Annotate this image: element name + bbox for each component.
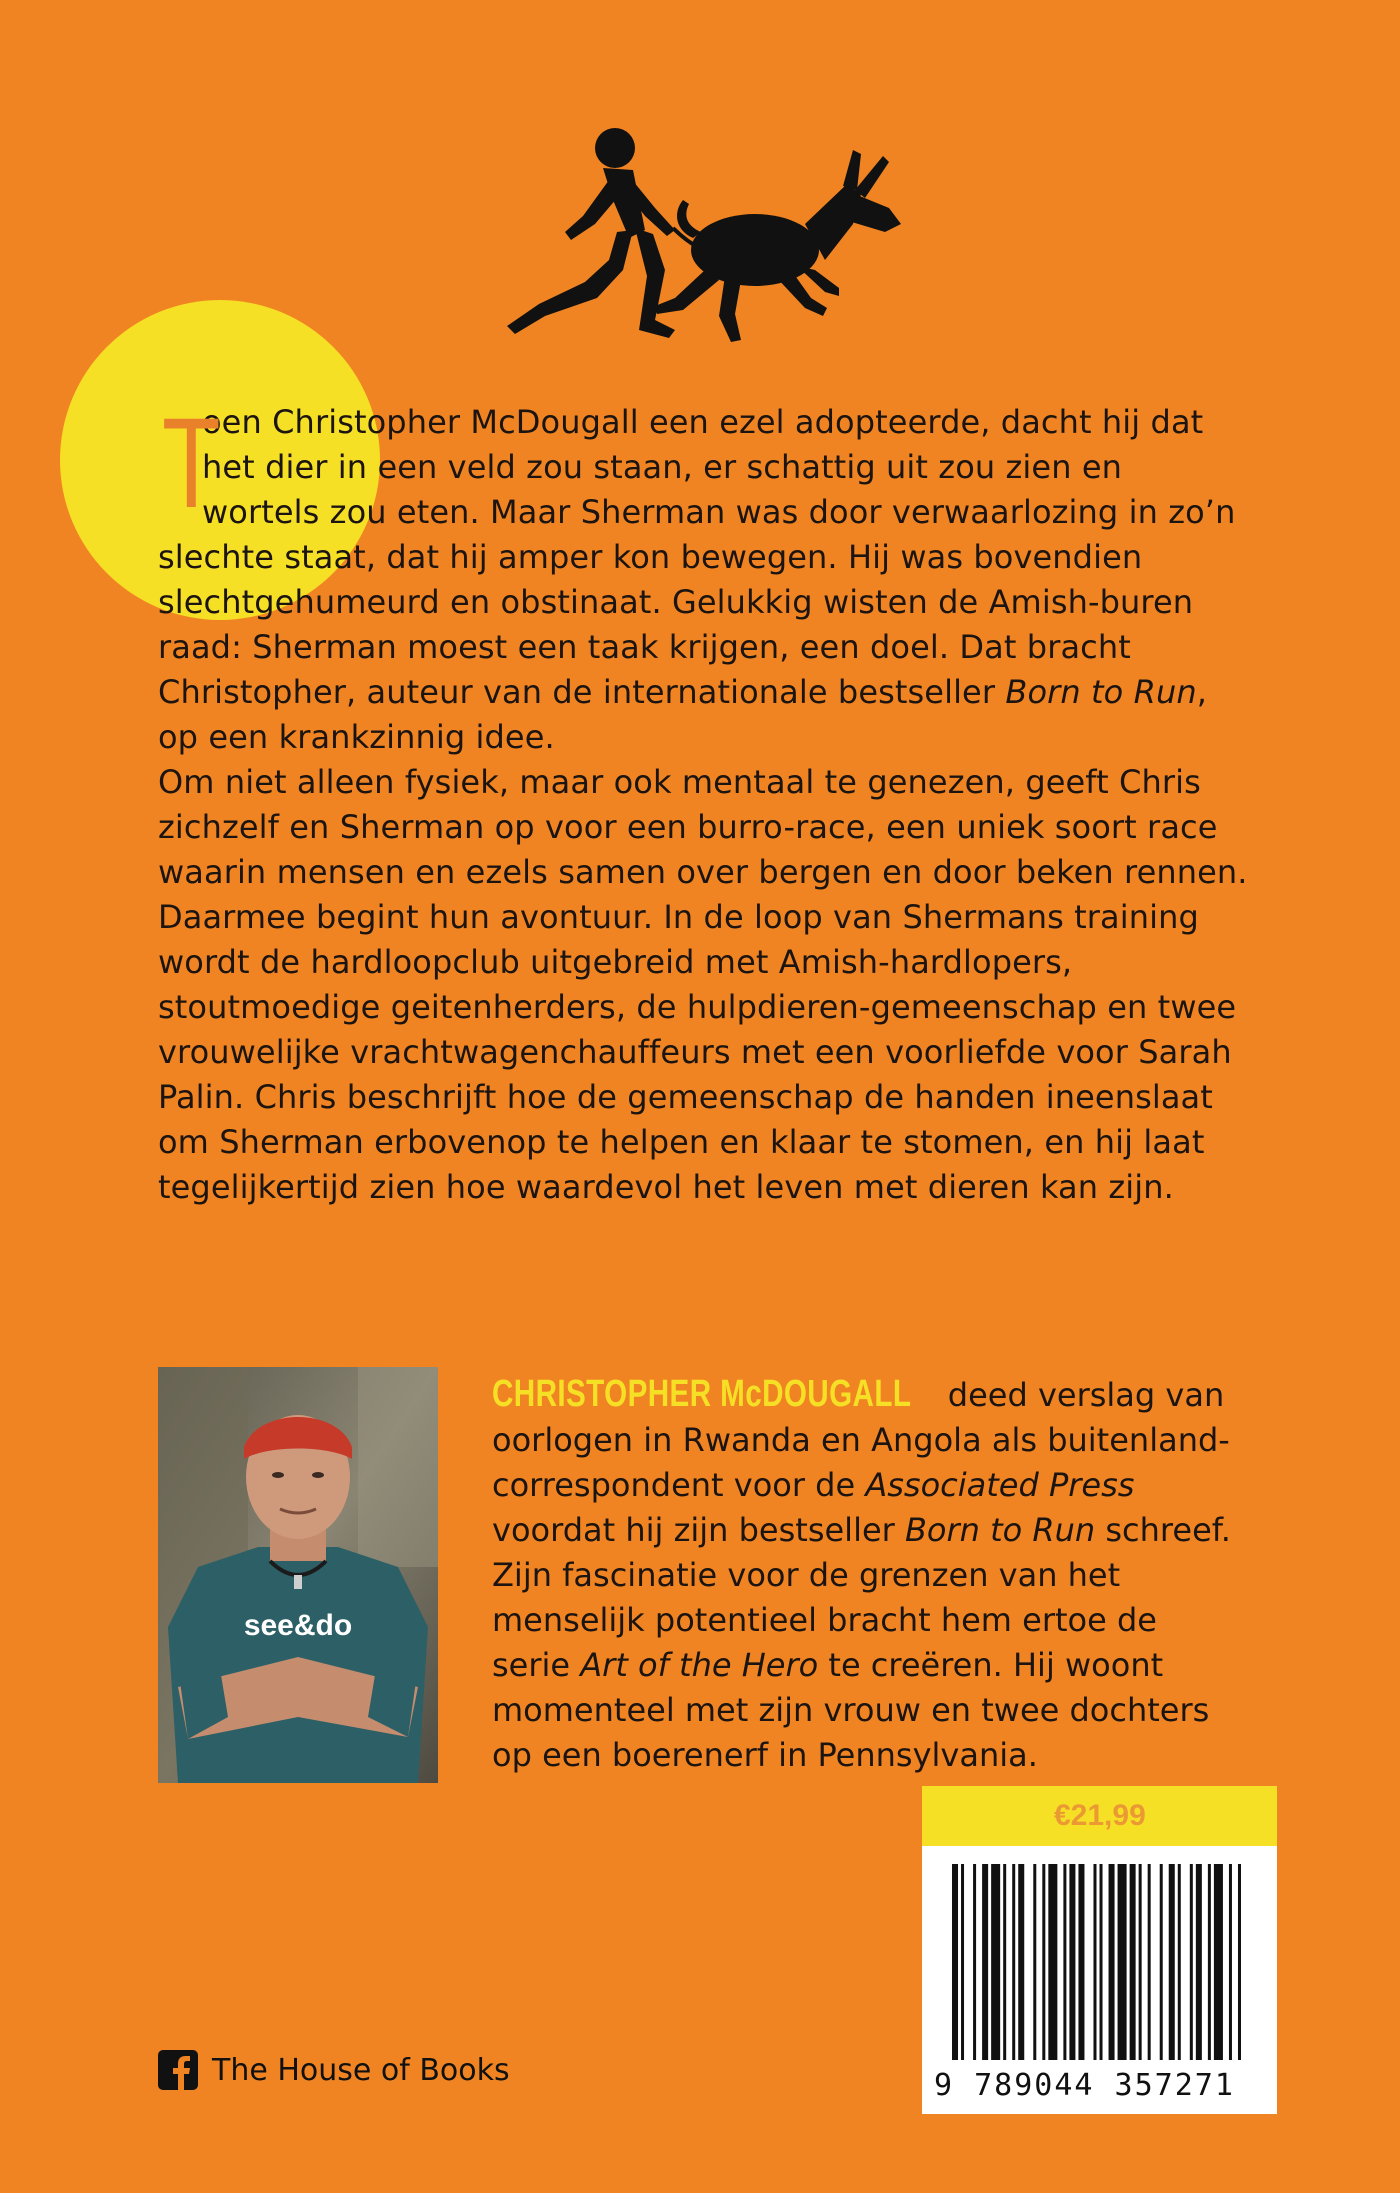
price-text: €21,99 bbox=[1054, 1799, 1146, 1832]
barcode-icon bbox=[952, 1864, 1244, 2060]
blurb-paragraph-1 bbox=[158, 392, 1248, 760]
dropcap-letter: T bbox=[162, 392, 221, 535]
shirt-logo: see&do bbox=[243, 1609, 353, 1642]
bio-text-2: voordat hij zijn bestseller bbox=[492, 1511, 905, 1549]
bio-series-title: Art of the Hero bbox=[580, 1646, 819, 1684]
author-name: CHRISTOPHER McDOUGALL bbox=[492, 1373, 912, 1415]
bio-book-title: Born to Run bbox=[904, 1511, 1096, 1549]
blurb-p1-end: , op een krankzinnig idee. bbox=[158, 673, 1208, 756]
facebook-icon[interactable] bbox=[158, 2050, 198, 2090]
bio-text-4: te creëren. Hij woont momenteel met zijn vrouw en twee dochters op een boerenerf in Pennsylvania. bbox=[492, 1646, 1210, 1774]
author-bio bbox=[492, 1372, 1232, 1778]
bio-associated-press: Associated Press bbox=[865, 1466, 1135, 1504]
blurb-paragraph-2: Om niet alleen fysiek, maar ook mentaal te genezen, geeft Chris zichzelf en Sherman op voor een burro-race, een uniek soort race waarin mensen en ezels samen over bergen en door beken rennen. Daarmee begint hun avontuur. In de loop van Shermans training wordt de hardloopclub uitgebreid met Amish-hardlopers, stoutmoedige geitenherders, de hulpdieren-gemeenschap en twee vrouwelijke vrachtwagenchauffeurs met een voorliefde voor Sarah Palin. Chris beschrijft hoe de gemeenschap de handen ineenslaat om Sherman erbovenop te helpen en klaar te stomen, en hij laat tegelijkertijd zien hoe waardevol het leven met dieren kan zijn. bbox=[158, 763, 1248, 1206]
runner-with-donkey-silhouette-icon bbox=[505, 120, 925, 350]
publisher-line bbox=[158, 2050, 510, 2090]
barcode-box bbox=[922, 1846, 1277, 2114]
bio-text-3: schreef. Zijn fascinatie voor de grenzen van het menselijk potentieel bracht hem ertoe de serie bbox=[492, 1511, 1231, 1684]
blurb-text bbox=[158, 392, 1248, 1210]
isbn-number: 9 789044 357271 bbox=[934, 2068, 1235, 2103]
author-bio-paragraph bbox=[492, 1372, 1232, 1778]
publisher-name: The House of Books bbox=[212, 2052, 510, 2088]
bio-text-1: deed verslag van oorlogen in Rwanda en Angola als buitenlandcorrespondent voor de bbox=[492, 1376, 1230, 1504]
price-label bbox=[922, 1786, 1277, 1846]
blurb-p1-text: oen Christopher McDougall een ezel adopteerde, dacht hij dat het dier in een veld zou staan, er schattig uit zou zien en wortels zou eten. Maar Sherman was door verwaarlozing in zo’n slechte staat, dat hij amper kon bewegen. Hij was bovendien slechtgehumeurd en obstinaat. Gelukkig wisten de Amish-buren raad: Sherman moest een taak krijgen, een doel. Dat bracht Christopher, auteur van de internationale bestseller bbox=[158, 403, 1236, 711]
author-photo bbox=[158, 1367, 438, 1783]
book-title-born-to-run: Born to Run bbox=[1005, 673, 1197, 711]
